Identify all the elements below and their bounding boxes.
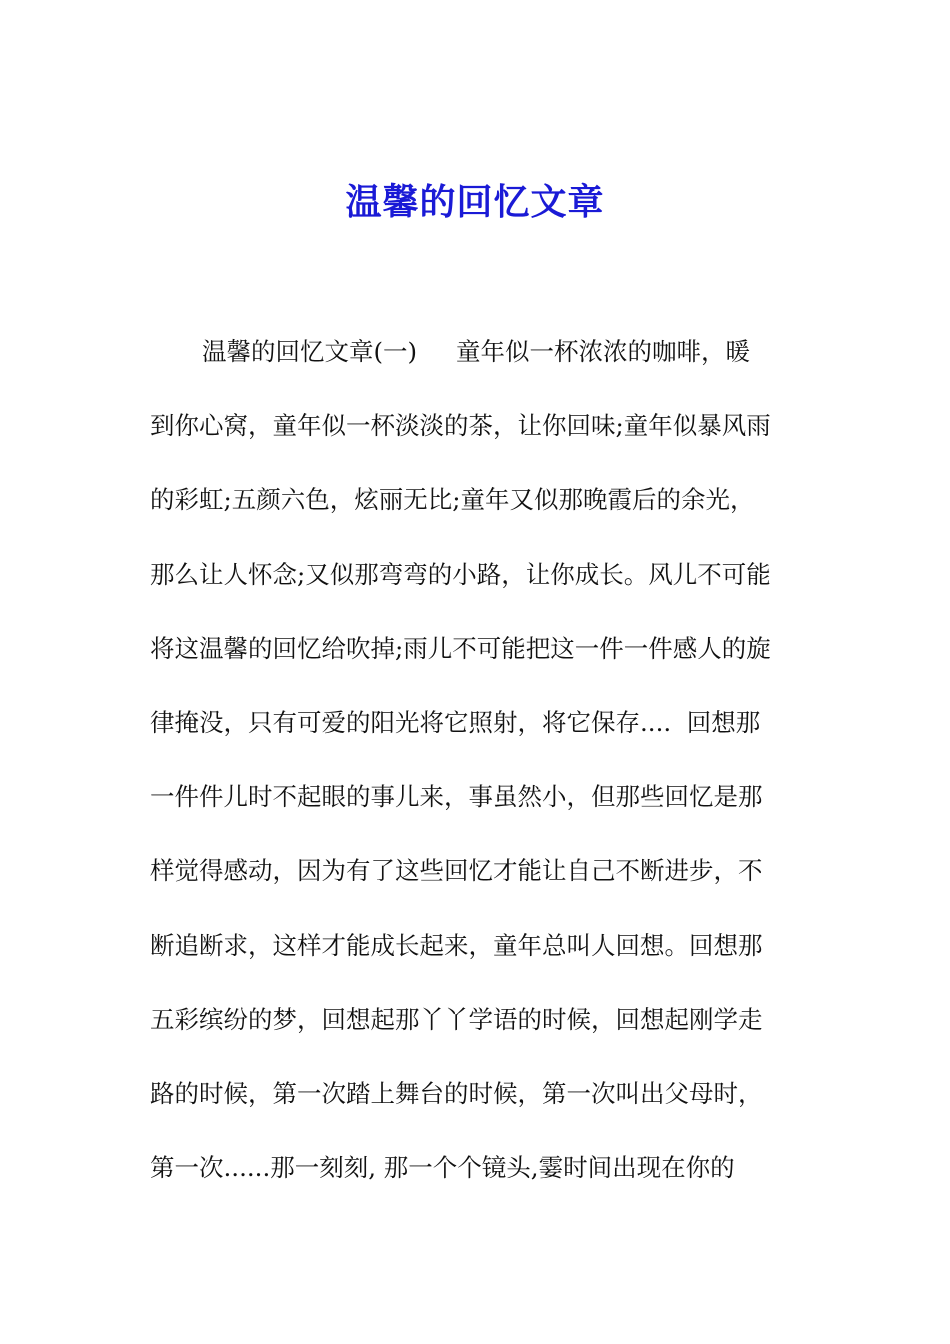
body-line: 样觉得感动，因为有了这些回忆才能让自己不断进步，不 [150, 856, 763, 886]
body-line: 断追断求，这样才能成长起来，童年总叫人回想。回想那 [150, 930, 763, 960]
body-line: 的彩虹;五颜六色，炫丽无比;童年又似那晚霞后的余光， [150, 485, 755, 515]
article-body [150, 322, 802, 1212]
body-line: 到你心窝，童年似一杯淡淡的茶，让你回味;童年似暴风雨 [150, 411, 771, 441]
body-line: 一件件儿时不起眼的事儿来，事虽然小，但那些回忆是那 [150, 782, 763, 812]
body-line: 那么让人怀念;又似那弯弯的小路，让你成长。风儿不可能 [150, 559, 771, 589]
body-line: 将这温馨的回忆给吹掉;雨儿不可能把这一件一件感人的旋 [150, 633, 771, 663]
body-line: 律掩没，只有可爱的阳光将它照射，将它保存.... 回想那 [150, 707, 761, 737]
document-title: 温馨的回忆文章 [345, 181, 605, 223]
body-line: 温馨的回忆文章(一) 童年似一杯浓浓的咖啡，暖 [202, 337, 751, 366]
body-line: 第一次......那一刻刻, 那一个个镜头,霎时间出现在你的 [150, 1153, 735, 1183]
body-line: 路的时候，第一次踏上舞台的时候，第一次叫出父母时， [150, 1078, 763, 1108]
body-line: 五彩缤纷的梦，回想起那丫丫学语的时候，回想起刚学走 [150, 1004, 763, 1034]
